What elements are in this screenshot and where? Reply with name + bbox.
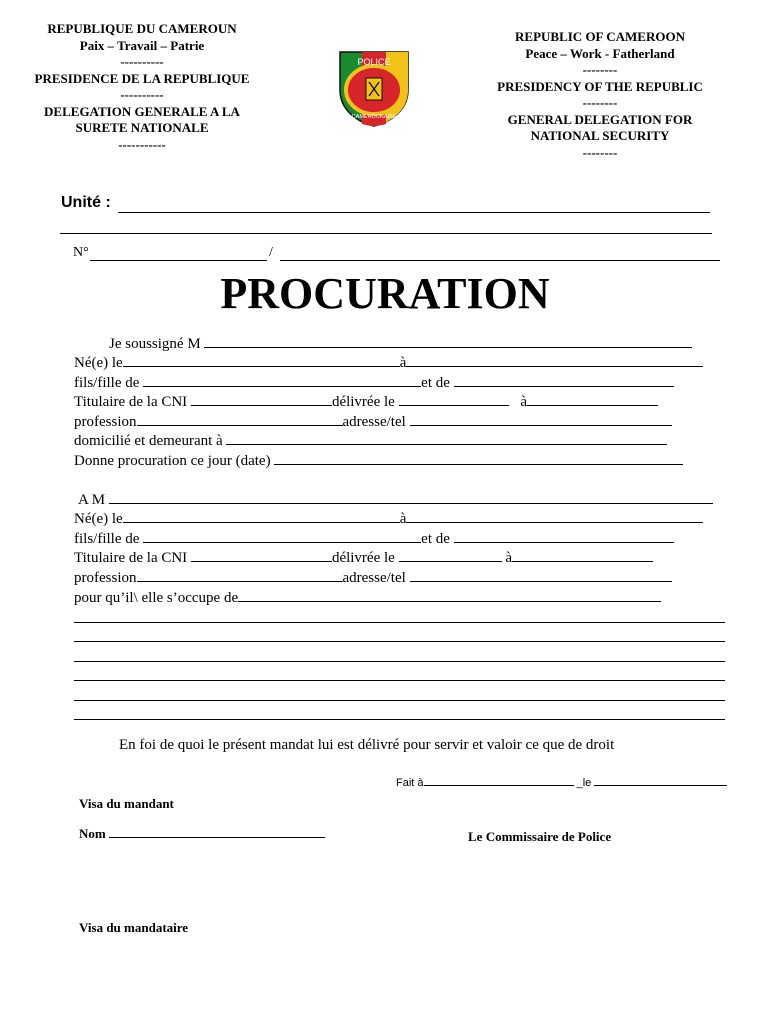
mandant-father-field[interactable]: [143, 372, 421, 387]
header-right-separator: --------: [582, 62, 618, 77]
mandataire-mother-field[interactable]: [454, 528, 674, 543]
mandant-birthplace-field[interactable]: [406, 352, 703, 367]
unite-field-line[interactable]: [118, 212, 710, 213]
document-title: PROCURATION: [220, 269, 550, 318]
purpose-blank-line[interactable]: [74, 719, 725, 720]
numero-field-line[interactable]: [90, 260, 267, 261]
commissaire-label: Le Commissaire de Police: [468, 829, 612, 844]
unite-label: Unité :: [61, 194, 111, 211]
mandant-name-line: Je soussigné M: [109, 333, 692, 354]
procuration-date-line: Donne procuration ce jour (date): [74, 450, 683, 471]
procuration-date-field[interactable]: [274, 450, 683, 465]
header-left-delegation: DELEGATION GENERALE A LA: [44, 103, 240, 119]
header-left-separator: ----------: [120, 87, 164, 102]
mandataire-profession-field[interactable]: [137, 567, 343, 582]
mandant-address-field[interactable]: [410, 411, 672, 426]
mandant-name-field[interactable]: [204, 333, 692, 348]
header-right-security: NATIONAL SECURITY: [530, 128, 670, 143]
police-shield-icon: [336, 48, 412, 128]
purpose-blank-line[interactable]: [74, 622, 725, 623]
header-left-presidency: PRESIDENCE DE LA REPUBLIQUE: [34, 70, 250, 86]
mandataire-cni-field[interactable]: [191, 547, 332, 562]
mandataire-profession-line: profession adresse/tel: [74, 567, 672, 588]
mandant-profession-line: profession adresse/tel: [74, 411, 672, 432]
header-left-motto: Paix – Travail – Patrie: [79, 37, 205, 53]
purpose-blank-line[interactable]: [74, 680, 725, 681]
header-right: [470, 29, 730, 161]
purpose-blank-line[interactable]: [74, 661, 725, 662]
mandant-domicile-field[interactable]: [226, 430, 667, 445]
mandataire-cni-line: Titulaire de la CNI délivrée le à: [74, 547, 653, 568]
header-right-motto: Peace – Work - Fatherland: [525, 45, 675, 61]
header-left-separator: -----------: [118, 136, 166, 152]
header-right-separator: --------: [582, 144, 618, 160]
header-right-separator: --------: [582, 95, 618, 110]
mandataire-cni-place-field[interactable]: [512, 547, 653, 562]
mandataire-cni-date-field[interactable]: [399, 547, 502, 562]
header-right-presidency: PRESIDENCY OF THE REPUBLIC: [497, 78, 703, 94]
header-left-separator: ----------: [120, 54, 164, 69]
header-right-republic: REPUBLIC OF CAMEROON: [515, 29, 685, 44]
unite-field-line-2[interactable]: [60, 233, 712, 234]
mandataire-father-field[interactable]: [143, 528, 421, 543]
visa-mandataire-label: Visa du mandataire: [79, 920, 189, 935]
mandant-domicile-line: domicilié et demeurant à: [74, 430, 667, 451]
mandant-cni-date-field[interactable]: [399, 391, 509, 406]
visa-mandant-label: Visa du mandant: [79, 796, 174, 811]
header-left: [12, 21, 272, 153]
nom-field[interactable]: [109, 825, 325, 838]
header-left-republic: REPUBLIQUE DU CAMEROUN: [47, 21, 237, 36]
header-right-delegation: GENERAL DELEGATION FOR: [507, 111, 693, 127]
mandataire-purpose-line: pour qu’il\ elle s’occupe de: [74, 587, 661, 608]
mandant-cni-line: Titulaire de la CNI délivrée le à: [74, 391, 658, 412]
mandant-profession-field[interactable]: [137, 411, 343, 426]
mandant-parents-line: fils/fille de et de: [74, 372, 674, 393]
mandant-cni-place-field[interactable]: [527, 391, 658, 406]
header-left-surete: SURETE NATIONALE: [75, 120, 209, 135]
svg-text:CAMEROUNAISE: CAMEROUNAISE: [351, 114, 397, 120]
fait-a-field[interactable]: [424, 775, 574, 786]
fait-a-line: Fait à _le: [396, 775, 727, 790]
numero-label: N°: [73, 245, 89, 260]
mandataire-name-line: A M: [78, 489, 713, 510]
mandant-birth-line: Né(e) le à: [74, 352, 703, 373]
mandant-cni-field[interactable]: [191, 391, 332, 406]
purpose-blank-line[interactable]: [74, 700, 725, 701]
mandant-birthdate-field[interactable]: [123, 352, 400, 367]
police-emblem: [336, 48, 412, 128]
mandataire-name-field[interactable]: [109, 489, 713, 504]
mandataire-address-field[interactable]: [410, 567, 672, 582]
purpose-blank-line[interactable]: [74, 641, 725, 642]
numero-field-line-2[interactable]: [280, 260, 720, 261]
mandataire-birthdate-field[interactable]: [123, 508, 400, 523]
mandataire-birth-line: Né(e) le à: [74, 508, 703, 529]
fait-le-field[interactable]: [594, 775, 727, 786]
numero-separator: /: [269, 245, 273, 260]
nom-line: Nom: [79, 825, 325, 842]
mandant-mother-field[interactable]: [454, 372, 674, 387]
svg-text:POLICE: POLICE: [357, 57, 391, 67]
mandataire-purpose-field[interactable]: [238, 587, 661, 602]
closing-statement: En foi de quoi le présent mandat lui est délivré pour servir et valoir ce que de droit: [119, 737, 615, 753]
mandataire-parents-line: fils/fille de et de: [74, 528, 674, 549]
mandataire-birthplace-field[interactable]: [406, 508, 703, 523]
